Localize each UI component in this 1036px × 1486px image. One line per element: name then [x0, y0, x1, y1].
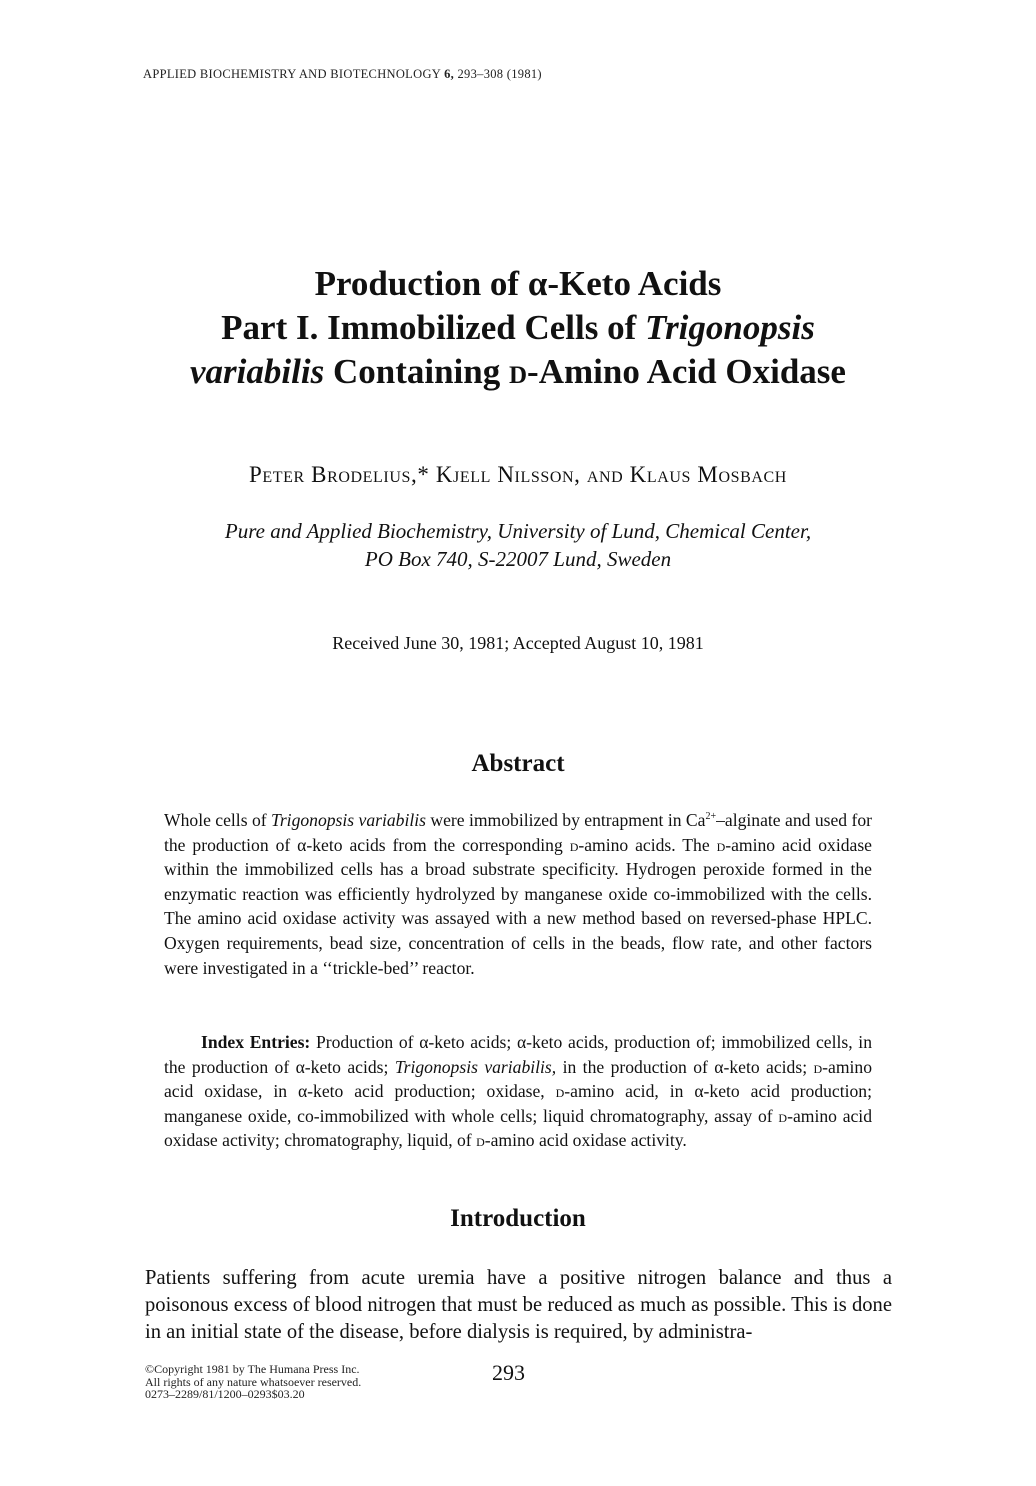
abstract-text-1: Whole cells of	[164, 810, 272, 830]
copyright-line-3: 0273–2289/81/1200–0293$03.20	[145, 1387, 305, 1401]
copyright-notice	[145, 1363, 361, 1401]
index-text-1: Production of α-keto acids; α-keto acids, production of; immobilized cells, in the production of α-keto acids;	[164, 1032, 872, 1077]
abstract-body	[164, 808, 872, 980]
title-species-genus: Trigonopsis	[644, 308, 815, 347]
abstract-d-prefix-2: d	[716, 834, 726, 855]
index-d-prefix-2: d	[555, 1081, 565, 1102]
title-line-2	[60, 306, 976, 350]
abstract-text-2: were immobilized by entrapment in Ca	[425, 810, 706, 830]
paper-title	[60, 262, 976, 394]
journal-pages: 293–308 (1981)	[457, 67, 542, 81]
abstract-heading: Abstract	[471, 750, 565, 777]
index-d-prefix-1: d	[813, 1056, 823, 1077]
index-text-6: -amino acid oxidase activity.	[484, 1130, 687, 1151]
index-d-prefix-3: d	[778, 1105, 788, 1126]
index-text-5: -amino acid oxidase activity; chromatography, liquid, of	[164, 1105, 872, 1151]
running-header	[143, 67, 542, 82]
index-d-prefix-4: d	[476, 1130, 485, 1151]
index-text-4: -amino acid, in α-keto acid production; manganese oxide, co-immobilized with whole cells; liquid chromatography, assay of	[164, 1081, 872, 1126]
title-d-prefix: d	[508, 352, 528, 391]
authors: Peter Brodelius,* Kjell Nilsson, and Klaus Mosbach	[249, 462, 787, 487]
index-species: Trigonopsis variabilis,	[394, 1056, 557, 1077]
title-line-3	[60, 350, 976, 394]
copyright-line-2: All rights of any nature whatsoever reserved.	[145, 1374, 362, 1389]
abstract-superscript: 2+	[705, 811, 717, 823]
abstract-d-prefix-1: d	[569, 834, 579, 855]
index-text-3: -amino acid oxidase, in α-keto acid production; oxidase,	[164, 1056, 872, 1102]
title-line-1: Production of α-Keto Acids	[314, 264, 722, 303]
abstract-text-4: -amino acids. The	[578, 834, 717, 855]
index-entries	[164, 1030, 872, 1153]
received-dates: Received June 30, 1981; Accepted August 10, 1981	[332, 633, 704, 653]
abstract-species: Trigonopsis variabilis	[271, 810, 426, 830]
introduction-heading: Introduction	[450, 1205, 586, 1232]
title-species-epithet: variabilis	[190, 352, 325, 391]
journal-volume: 6,	[444, 67, 455, 81]
index-text-2: in the production of α-keto acids;	[556, 1056, 814, 1077]
index-entries-label: Index Entries:	[201, 1032, 311, 1052]
affiliation	[60, 517, 976, 573]
affiliation-line-2: PO Box 740, S-22007 Lund, Sweden	[364, 547, 672, 571]
introduction-body: Patients suffering from acute uremia have a positive nitrogen balance and thus a poisonous excess of blood nitrogen that must be reduced as much as possible. This is done in an initial state of the disease, before dialysis is required, by administra-	[145, 1267, 892, 1343]
journal-name: APPLIED BIOCHEMISTRY AND BIOTECHNOLOGY	[143, 67, 441, 81]
abstract-text-5: -amino acid oxidase within the immobilized cells has a broad substrate specificity. Hydrogen peroxide formed in the enzymatic reaction was efficiently hydrolyzed by manganese oxide co-immobilized with the cells. The amino acid oxidase activity was assayed with a new method based on reversed-phase HPLC. Oxygen requirements, bead size, concentration of cells in the beads, flow rate, and other factors were investigated in a ‘‘trickle-bed’’ reactor.	[164, 834, 872, 978]
title-line-3-text-a: Containing	[324, 352, 509, 391]
page-number: 293	[492, 1360, 525, 1385]
affiliation-line-1: Pure and Applied Biochemistry, University of Lund, Chemical Center,	[224, 519, 812, 543]
title-line-3-text-b: -Amino Acid Oxidase	[527, 352, 846, 391]
copyright-line-1: ©Copyright 1981 by The Humana Press Inc.	[145, 1362, 360, 1376]
title-line-2-text: Part I. Immobilized Cells of	[221, 308, 645, 347]
abstract-text-3: –alginate and used for the production of α-keto acids from the corresponding	[164, 810, 872, 855]
